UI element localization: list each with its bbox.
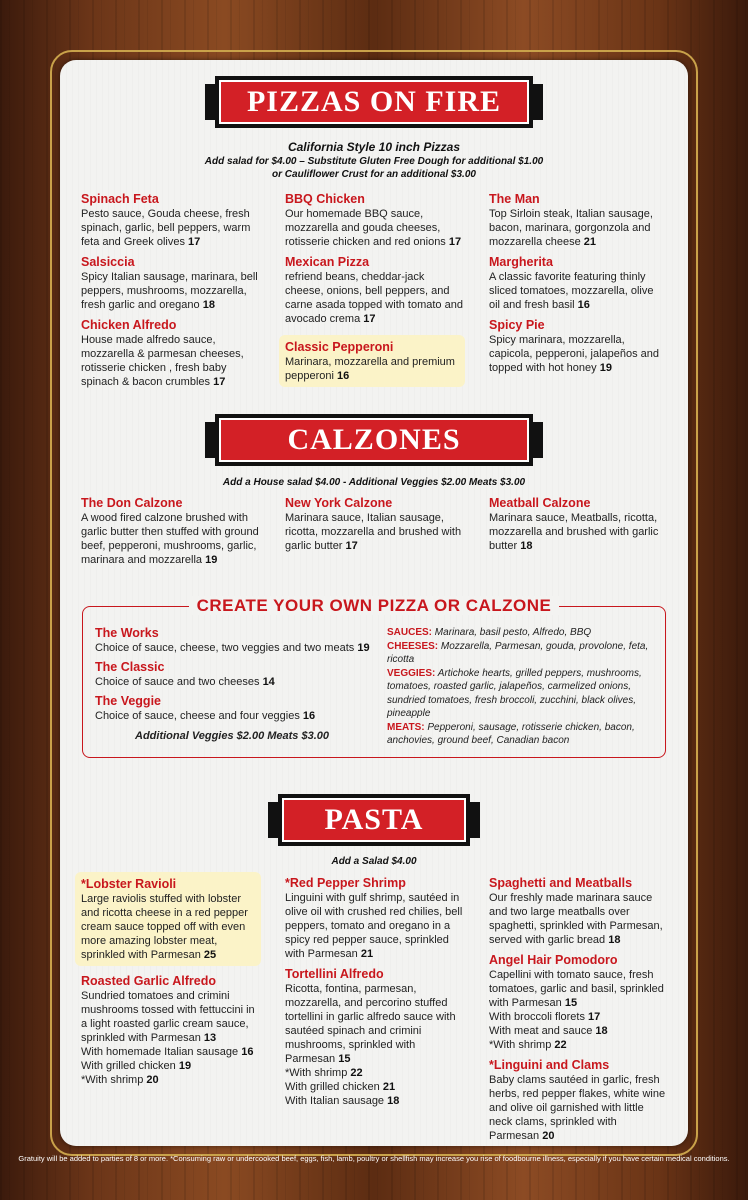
item-desc: Sundried tomatoes and crimini mushrooms tossed with fettuccini in a light roasted garlic cream sauce, sprinkled with Parmesan	[81, 990, 255, 1044]
menu-item	[81, 317, 261, 389]
option-label: With homemade Italian sausage	[81, 1046, 239, 1058]
option-price: 18	[387, 1095, 400, 1107]
item-name: Meatball Calzone	[489, 496, 591, 510]
pasta-column-2	[285, 875, 467, 1113]
option-price: 16	[241, 1046, 254, 1058]
calzone-column-2	[285, 495, 465, 558]
item-price: 17	[363, 313, 376, 325]
menu-item	[489, 1057, 667, 1143]
item-price: 20	[542, 1130, 555, 1142]
menu-item	[285, 875, 467, 961]
item-desc: Choice of sauce, cheese and four veggies	[95, 710, 300, 722]
item-option	[285, 1080, 467, 1094]
pizzas-banner	[215, 72, 533, 132]
item-name: *Linguini and Clams	[489, 1058, 610, 1072]
item-option	[81, 1073, 263, 1087]
item-desc: Marinara sauce, Italian sausage, ricotta, mozzarella and brushed with garlic butter	[285, 512, 462, 552]
pizzas-column-3	[489, 191, 667, 380]
calzones-subtitle: Add a House salad $4.00 - Additional Veggies $2.00 Meats $3.00	[222, 477, 526, 488]
cyo-additional: Additional Veggies $2.00 Meats $3.00	[135, 730, 330, 742]
item-name: The Man	[489, 192, 540, 206]
item-price: 17	[345, 540, 358, 552]
menu-item-highlighted	[279, 335, 465, 387]
meats-label: MEATS:	[387, 721, 425, 733]
pasta-column-1	[81, 872, 263, 1092]
menu-item	[95, 693, 375, 723]
item-price: 16	[302, 710, 316, 722]
cheeses-label: CHEESES:	[387, 640, 439, 652]
option-label: With Italian sausage	[285, 1095, 385, 1107]
menu-item	[285, 495, 465, 553]
item-name: Salsiccia	[81, 255, 135, 269]
menu-item	[489, 495, 667, 553]
item-price: 21	[360, 948, 374, 960]
menu-item	[81, 191, 261, 249]
item-price: 18	[202, 299, 215, 311]
sauces-label: SAUCES:	[387, 627, 433, 638]
item-price: 15	[338, 1053, 351, 1065]
item-price: 17	[448, 236, 462, 248]
item-desc: House made alfredo sauce, mozzarella & parmesan cheeses, rotisserie chicken , fresh baby spinach & bacon crumbles	[81, 334, 244, 388]
item-desc: Baby clams sautéed in garlic, fresh herbs, red pepper flakes, white wine and olive oil garnished with little neck clams, sprinkled with Parmesan	[489, 1074, 666, 1142]
item-desc: Our homemade BBQ sauce, mozzarella and gouda cheeses, rotisserie chicken and red onions	[285, 208, 446, 248]
item-name: The Don Calzone	[81, 496, 183, 510]
item-price: 17	[188, 236, 201, 248]
option-price: 20	[146, 1074, 159, 1086]
pizzas-title: PIZZAS ON FIRE	[215, 76, 533, 128]
calzones-title: CALZONES	[215, 414, 533, 466]
menu-item	[81, 254, 261, 312]
option-price: 19	[178, 1060, 192, 1072]
item-price: 16	[337, 370, 350, 382]
option-label: With grilled chicken	[285, 1081, 380, 1093]
pizzas-subtitle-1: California Style 10 inch Pizzas	[287, 140, 461, 154]
item-name: The Classic	[95, 660, 165, 674]
veggies-list: Artichoke hearts, grilled peppers, mushrooms, tomatoes, roasted garlic, jalapeños, carmelized onions, sundried tomatoes, fresh broccoli, zucchini, black olives, pineapple	[387, 667, 642, 719]
item-name: *Lobster Ravioli	[81, 877, 177, 891]
item-name: Spicy Pie	[489, 318, 545, 332]
cyo-ingredients	[387, 626, 653, 748]
item-option	[285, 1066, 467, 1080]
item-name: *Red Pepper Shrimp	[285, 876, 406, 890]
pizzas-column-2	[285, 191, 465, 392]
menu-item	[81, 495, 261, 567]
menu-item	[285, 191, 465, 249]
option-price: 22	[350, 1067, 363, 1079]
cheeses-line	[387, 640, 653, 667]
item-option	[489, 1010, 667, 1024]
menu-item	[489, 317, 667, 375]
item-price: 15	[564, 997, 578, 1009]
item-desc: refriend beans, cheddar-jack cheese, onions, bell peppers, and carne asada topped with tomato and avocado crema	[285, 271, 463, 325]
item-name: Chicken Alfredo	[81, 318, 177, 332]
item-desc: Spicy marinara, mozzarella, capicola, pepperoni, jalapeños and topped with hot honey	[489, 334, 660, 374]
item-desc: Marinara sauce, Meatballs, ricotta, mozzarella and brushed with garlic butter	[489, 512, 659, 552]
item-option	[285, 1094, 467, 1108]
item-name: New York Calzone	[285, 496, 393, 510]
pizzas-subtitle-3: or Cauliflower Crust for an additional $3.00	[272, 169, 476, 180]
item-name: Spaghetti and Meatballs	[489, 876, 633, 890]
item-price: 17	[213, 376, 226, 388]
item-name: Margherita	[489, 255, 553, 269]
menu-item	[81, 973, 263, 1087]
pasta-banner	[278, 790, 470, 850]
item-price: 16	[577, 299, 590, 311]
item-desc: Top Sirloin steak, Italian sausage, bacon, marinara, gorgonzola and mozzarella cheese	[489, 208, 653, 248]
item-desc: Large raviolis stuffed with lobster and ricotta cheese in a red pepper cream sauce topped off with even more amazing lobster meat, sprinkled with Parmesan	[81, 893, 248, 961]
option-price: 17	[588, 1011, 601, 1023]
item-desc: Pesto sauce, Gouda cheese, fresh spinach, garlic, bell peppers, warm feta and Greek olives	[81, 208, 251, 248]
item-option	[489, 1038, 667, 1052]
menu-item	[95, 625, 375, 655]
option-label: With grilled chicken	[81, 1060, 176, 1072]
item-name: Angel Hair Pomodoro	[489, 953, 618, 967]
item-price: 19	[205, 554, 218, 566]
option-label: With meat and sauce	[489, 1025, 593, 1037]
item-option	[81, 1045, 263, 1059]
item-option	[81, 1059, 263, 1073]
menu-item	[285, 966, 467, 1108]
menu-item	[489, 191, 667, 249]
item-name: The Veggie	[95, 694, 161, 708]
option-label: *With shrimp	[489, 1039, 552, 1051]
pasta-title: PASTA	[278, 794, 470, 846]
sauces-list: Marinara, basil pesto, Alfredo, BBQ	[434, 627, 592, 638]
cyo-options	[95, 625, 375, 743]
calzone-column-3	[489, 495, 667, 558]
option-price: 22	[554, 1039, 567, 1051]
create-your-own-title: CREATE YOUR OWN PIZZA OR CALZONE	[189, 596, 560, 615]
item-name: Tortellini Alfredo	[285, 967, 384, 981]
item-price: 14	[262, 676, 275, 688]
item-price: 25	[203, 949, 217, 961]
option-label: With broccoli florets	[489, 1011, 585, 1023]
item-name: Spinach Feta	[81, 192, 159, 206]
pizzas-subtitle-2: Add salad for $4.00 – Substitute Gluten Free Dough for additional $1.00	[204, 156, 544, 167]
item-price: 13	[203, 1032, 217, 1044]
menu-item	[285, 254, 465, 326]
sauces-line	[387, 626, 653, 640]
item-name: Classic Pepperoni	[285, 340, 394, 354]
menu-item	[95, 659, 375, 689]
calzone-column-1	[81, 495, 261, 572]
item-desc: Our freshly made marinara sauce and two large meatballs over spaghetti, sprinkled with Parmesan, served with garlic bread	[489, 892, 663, 946]
item-name: Mexican Pizza	[285, 255, 370, 269]
item-price: 19	[357, 642, 370, 654]
meats-line	[387, 721, 653, 748]
menu-item	[489, 952, 667, 1052]
option-label: *With shrimp	[81, 1074, 144, 1086]
item-price: 19	[599, 362, 612, 374]
option-label: *With shrimp	[285, 1067, 348, 1079]
pizzas-column-1	[81, 191, 261, 394]
item-desc: A classic favorite featuring thinly sliced tomatoes, mozzarella, olive oil and fresh basil	[489, 271, 654, 311]
item-price: 18	[520, 540, 533, 552]
item-desc: Ricotta, fontina, parmesan, mozzarella, and percorino stuffed tortellini in garlic alfredo sauce with sautéed spinach and crimini mushrooms, sprinkled with Parmesan	[285, 983, 456, 1065]
item-name: Roasted Garlic Alfredo	[81, 974, 216, 988]
item-desc: A wood fired calzone brushed with garlic butter then stuffed with ground beef, pepperoni, mushrooms, garlic, marinara and mozzarella	[81, 512, 259, 566]
item-name: The Works	[95, 626, 159, 640]
item-desc: Capellini with tomato sauce, fresh tomatoes, garlic and basil, sprinkled with Parmesan	[489, 969, 664, 1009]
item-option	[489, 1024, 667, 1038]
menu-item	[489, 254, 667, 312]
menu-item-highlighted	[75, 872, 261, 966]
option-price: 21	[382, 1081, 396, 1093]
option-price: 18	[595, 1025, 608, 1037]
menu-item	[489, 875, 667, 947]
footer-disclaimer: Gratuity will be added to parties of 8 or more. *Consuming raw or undercooked beef, eggs, fish, lamb, poultry or shellfish may increase you rise of foodbourne illness, especially if you have certain medical conditions.	[18, 1154, 730, 1163]
item-price: 21	[583, 236, 597, 248]
item-desc: Choice of sauce and two cheeses	[95, 676, 260, 688]
meats-list: Pepperoni, sausage, rotisserie chicken, bacon, anchovies, ground beef, Canadian bacon	[387, 721, 635, 746]
item-name: BBQ Chicken	[285, 192, 365, 206]
item-desc: Marinara, mozzarella and premium pepperoni	[285, 356, 455, 382]
item-desc: Linguini with gulf shrimp, sautéed in olive oil with crushed red chilies, bell peppers, tomato and oregano in a spicy red pepper sauce, sprinkled with Parmesan	[285, 892, 463, 960]
veggies-line	[387, 667, 653, 721]
item-price: 18	[608, 934, 621, 946]
item-desc: Spicy Italian sausage, marinara, bell peppers, mushrooms, mozzarella, fresh garlic and oregano	[81, 271, 258, 311]
veggies-label: VEGGIES:	[387, 667, 436, 679]
pasta-subtitle: Add a Salad $4.00	[331, 856, 417, 867]
pasta-column-3	[489, 875, 667, 1148]
cheeses-list: Mozzarella, Parmesan, gouda, provolone, feta, ricotta	[387, 640, 649, 665]
item-desc: Choice of sauce, cheese, two veggies and two meats	[95, 642, 355, 654]
create-your-own-title-wrap	[0, 596, 748, 616]
calzones-banner	[215, 410, 533, 470]
